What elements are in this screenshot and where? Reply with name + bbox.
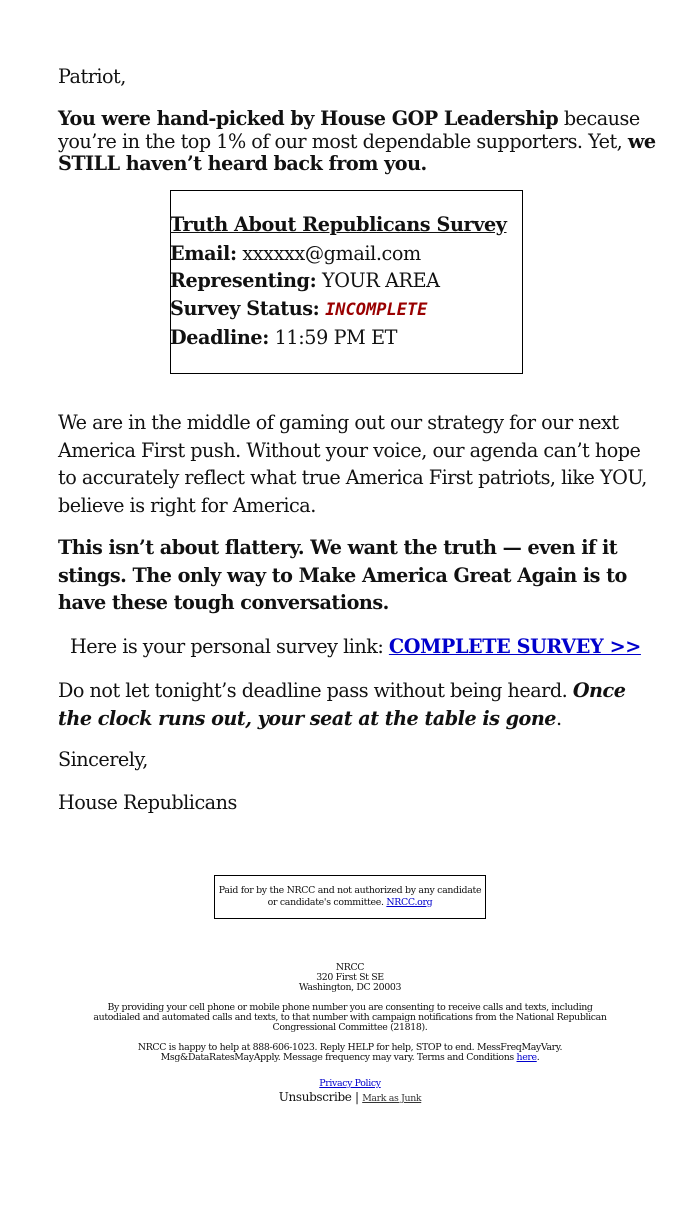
footer-org: NRCC bbox=[335, 962, 365, 973]
footer-address bbox=[90, 963, 610, 993]
email-label: Email: bbox=[170, 242, 237, 265]
intro-text-1: because you’re in the top 1% of our most dependable supporters. Yet, bbox=[58, 107, 640, 153]
deadline-label: Deadline: bbox=[170, 326, 269, 349]
intro-paragraph bbox=[58, 108, 658, 176]
unsubscribe-link[interactable]: Unsubscribe bbox=[278, 1090, 352, 1104]
deadline-paragraph-emphasis: Once the clock runs out, your seat at the table is gone bbox=[58, 679, 626, 730]
footer-consent: By providing your cell phone or mobile phone number you are consenting to receive calls and texts, including autodialed and automated calls and texts, to that number with campaign notifications from the National Republican Congressional Committee (21818). bbox=[93, 1002, 607, 1033]
survey-representing-row bbox=[170, 269, 523, 293]
footer-help-end: . bbox=[536, 1052, 540, 1063]
representing-value: YOUR AREA bbox=[321, 269, 440, 292]
footer-city: Washington, DC 20003 bbox=[298, 982, 402, 993]
strategy-paragraph: We are in the middle of gaming out our strategy for our next America First push. Without your voice, our agenda can’t hope to accurately reflect what true America First patriots, like YOU, believe is right for America. bbox=[58, 411, 647, 517]
privacy-policy-link[interactable]: Privacy Policy bbox=[319, 1078, 381, 1089]
deadline-paragraph bbox=[58, 677, 658, 733]
footer-separator: | bbox=[351, 1090, 363, 1104]
footer-privacy bbox=[90, 1079, 610, 1089]
status-badge: INCOMPLETE bbox=[325, 300, 428, 320]
signature: House Republicans bbox=[58, 791, 237, 814]
status-label: Survey Status: bbox=[170, 297, 320, 320]
truth-paragraph: This isn’t about flattery. We want the truth — even if it stings. The only way to Make America Great Again is to have these tough conversations. bbox=[58, 536, 627, 614]
footer-street: 320 First St SE bbox=[316, 972, 384, 983]
survey-link-prefix: Here is your personal survey link: bbox=[70, 635, 389, 658]
survey-email-row bbox=[170, 242, 523, 266]
paid-for-disclaimer bbox=[214, 875, 486, 919]
intro-bold-1: You were hand-picked by House GOP Leadership bbox=[58, 107, 559, 130]
footer-unsubscribe bbox=[90, 1091, 610, 1105]
footer-help bbox=[90, 1043, 610, 1063]
deadline-value: 11:59 PM ET bbox=[274, 326, 398, 349]
mark-as-junk-link[interactable]: Mark as Junk bbox=[362, 1093, 422, 1104]
intro-bold-2: we STILL haven’t heard back from you. bbox=[58, 129, 656, 175]
greeting: Patriot, bbox=[58, 65, 126, 88]
survey-link-line bbox=[70, 633, 670, 660]
survey-status-row bbox=[170, 297, 523, 322]
nrcc-org-link[interactable]: NRCC.org bbox=[386, 896, 433, 908]
email-value: xxxxxx@gmail.com bbox=[242, 242, 421, 265]
complete-survey-link[interactable]: COMPLETE SURVEY >> bbox=[388, 635, 641, 658]
terms-link[interactable]: here bbox=[516, 1052, 537, 1063]
footer-help-text: NRCC is happy to help at 888-606-1023. Reply HELP for help, STOP to end. MessFreqMayVary. Msg&DataRatesMayApply. Message frequency may vary. Terms and Conditions bbox=[137, 1042, 563, 1063]
representing-label: Representing: bbox=[170, 269, 317, 292]
deadline-paragraph-text: Do not let tonight’s deadline pass without being heard. bbox=[58, 679, 573, 702]
closing: Sincerely, bbox=[58, 748, 148, 771]
survey-title: Truth About Republicans Survey bbox=[170, 213, 507, 236]
survey-deadline-row bbox=[170, 326, 523, 350]
paid-for-text: Paid for by the NRCC and not authorized by any candidate or candidate's committee. bbox=[218, 885, 482, 908]
deadline-paragraph-end: . bbox=[555, 707, 562, 730]
